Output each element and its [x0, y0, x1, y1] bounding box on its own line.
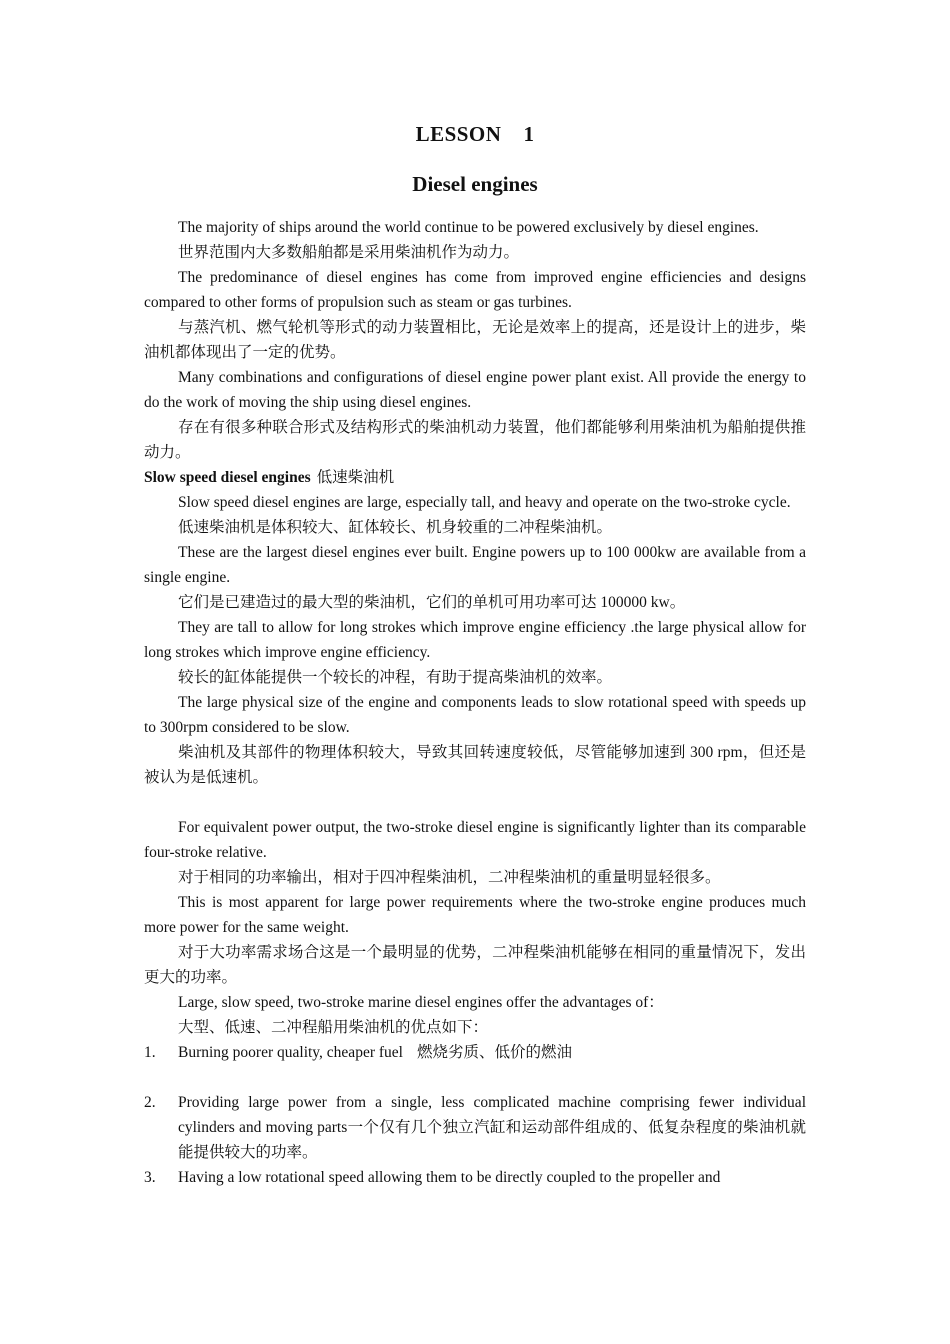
section-heading-en: Slow speed diesel engines [144, 469, 311, 486]
paragraph-en: The large physical size of the engine and components leads to slow rotational speed with speeds up to 300rpm considered to be slow. [144, 694, 806, 736]
list-number: 2. [144, 1094, 156, 1111]
paragraph-zh: 柴油机及其部件的物理体积较大，导致其回转速度较低，尽管能够加速到 300 rpm，但还是被认为是低速机。 [144, 744, 806, 786]
paragraph-en: Slow speed diesel engines are large, especially tall, and heavy and operate on the two-stroke cycle. [178, 494, 791, 511]
lesson-number: 1 [523, 122, 535, 146]
section-heading-zh: 低速柴油机 [316, 469, 395, 486]
paragraph-en: They are tall to allow for long strokes which improve engine efficiency .the large physical allow for long strokes which improve engine efficiency. [144, 619, 806, 661]
list-number: 1. [144, 1044, 156, 1061]
paragraph-zh: 较长的缸体能提供一个较长的冲程，有助于提高柴油机的效率。 [178, 669, 613, 686]
paragraph-zh: 对于大功率需求场合这是一个最明显的优势，二冲程柴油机能够在相同的重量情况下，发出更大的功率。 [144, 944, 806, 986]
section-heading [144, 465, 806, 490]
paragraph-zh: 与蒸汽机、燃气轮机等形式的动力装置相比，无论是效率上的提高，还是设计上的进步，柴油机都体现出了一定的优势。 [144, 319, 806, 361]
paragraph-en: The predominance of diesel engines has come from improved engine efficiencies and designs compared to other forms of propulsion such as steam or gas turbines. [144, 269, 806, 311]
list-item [144, 1090, 806, 1165]
paragraph-en: Many combinations and configurations of diesel engine power plant exist. All provide the energy to do the work of moving the ship using diesel engines. [144, 369, 806, 411]
document-body [144, 215, 806, 1190]
list-item [144, 1040, 806, 1065]
list-text-zh: 燃烧劣质、低价的燃油 [416, 1044, 572, 1061]
paragraph-en: The majority of ships around the world continue to be powered exclusively by diesel engines. [178, 219, 759, 236]
lesson-heading [0, 122, 950, 147]
blank-line [144, 790, 806, 815]
paragraph-zh: 存在有很多种联合形式及结构形式的柴油机动力装置，他们都能够利用柴油机为船舶提供推动力。 [144, 419, 806, 461]
paragraph-zh: 它们是已建造过的最大型的柴油机，它们的单机可用功率可达 100000 kw。 [178, 594, 686, 611]
page-title: Diesel engines [412, 172, 538, 196]
list-text-en: Providing large power from a single, less complicated machine comprising fewer individual cylinders and moving parts [178, 1094, 806, 1136]
list-number: 3. [144, 1169, 156, 1186]
paragraph-en: Large, slow speed, two-stroke marine diesel engines offer the advantages of： [178, 994, 664, 1011]
paragraph-zh: 大型、低速、二冲程船用柴油机的优点如下： [178, 1019, 489, 1036]
paragraph-zh: 对于相同的功率输出，相对于四冲程柴油机，二冲程柴油机的重量明显轻很多。 [178, 869, 721, 886]
paragraph-zh: 世界范围内大多数船舶都是采用柴油机作为动力。 [178, 244, 520, 261]
paragraph-en: This is most apparent for large power requirements where the two-stroke engine produces much more power for the same weight. [144, 894, 806, 936]
list-item [144, 1165, 806, 1190]
lesson-label: LESSON [415, 122, 502, 146]
paragraph-zh: 低速柴油机是体积较大、缸体较长、机身较重的二冲程柴油机。 [178, 519, 613, 536]
paragraph-en: These are the largest diesel engines ever built. Engine powers up to 100 000kw are available from a single engine. [144, 544, 806, 586]
list-text-en: Having a low rotational speed allowing them to be directly coupled to the propeller and [178, 1169, 721, 1186]
list-text-zh: 一个仅有几个独立汽缸和运动部件组成的、低复杂程度的柴油机就能提供较大的功率。 [178, 1119, 806, 1161]
list-text-en: Burning poorer quality, cheaper fuel [178, 1044, 403, 1061]
paragraph-en: For equivalent power output, the two-stroke diesel engine is significantly lighter than its comparable four-stroke relative. [144, 819, 806, 861]
blank-line [144, 1065, 806, 1090]
